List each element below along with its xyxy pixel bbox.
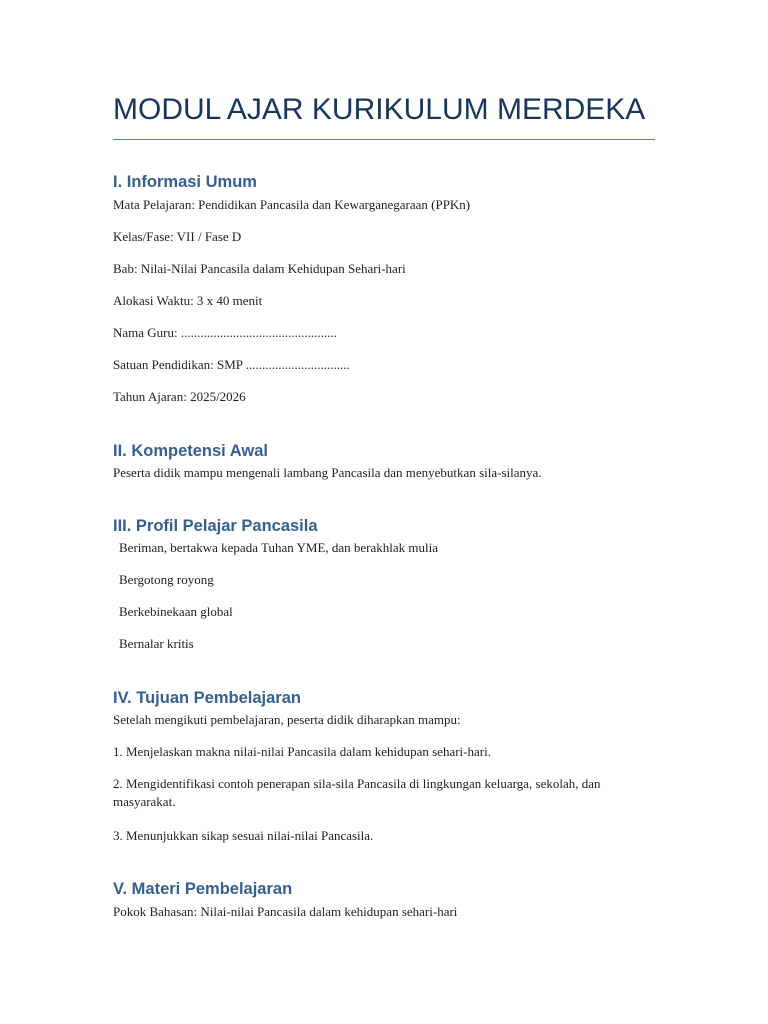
profil-item: Bernalar kritis <box>119 636 194 651</box>
section-heading-materi-pembelajaran: V. Materi Pembelajaran <box>113 880 293 898</box>
info-kelas-fase: Kelas/Fase: VII / Fase D <box>113 229 242 244</box>
tujuan-item: 2. Mengidentifikasi contoh penerapan sila-sila Pancasila di lingkungan keluarga, sekolah, dan masyarakat. <box>113 776 601 809</box>
section-heading-tujuan-pembelajaran: IV. Tujuan Pembelajaran <box>113 689 301 707</box>
profil-item: Berkebinekaan global <box>119 604 233 619</box>
info-bab: Bab: Nilai-Nilai Pancasila dalam Kehidupan Sehari-hari <box>113 261 406 276</box>
tujuan-intro: Setelah mengikuti pembelajaran, peserta didik diharapkan mampu: <box>113 712 461 727</box>
tujuan-item: 1. Menjelaskan makna nilai-nilai Pancasila dalam kehidupan sehari-hari. <box>113 744 491 759</box>
info-tahun-ajaran: Tahun Ajaran: 2025/2026 <box>113 389 246 404</box>
document-title: MODUL AJAR KURIKULUM MERDEKA <box>113 93 646 126</box>
info-satuan-pendidikan: Satuan Pendidikan: SMP ................................ <box>113 357 350 372</box>
section-heading-profil-pelajar: III. Profil Pelajar Pancasila <box>113 517 318 535</box>
info-nama-guru: Nama Guru: ................................................ <box>113 325 337 340</box>
info-mata-pelajaran: Mata Pelajaran: Pendidikan Pancasila dan Kewarganegaraan (PPKn) <box>113 197 471 212</box>
info-alokasi-waktu: Alokasi Waktu: 3 x 40 menit <box>113 293 263 308</box>
title-underline <box>113 139 655 140</box>
tujuan-item: 3. Menunjukkan sikap sesuai nilai-nilai Pancasila. <box>113 828 374 843</box>
section-heading-kompetensi-awal: II. Kompetensi Awal <box>113 442 268 460</box>
materi-pokok-bahasan: Pokok Bahasan: Nilai-nilai Pancasila dalam kehidupan sehari-hari <box>113 904 458 919</box>
section-heading-informasi-umum: I. Informasi Umum <box>113 173 257 191</box>
profil-item: Bergotong royong <box>119 572 214 587</box>
profil-item: Beriman, bertakwa kepada Tuhan YME, dan berakhlak mulia <box>119 540 439 555</box>
kompetensi-awal-text: Peserta didik mampu mengenali lambang Pancasila dan menyebutkan sila-silanya. <box>113 465 542 480</box>
